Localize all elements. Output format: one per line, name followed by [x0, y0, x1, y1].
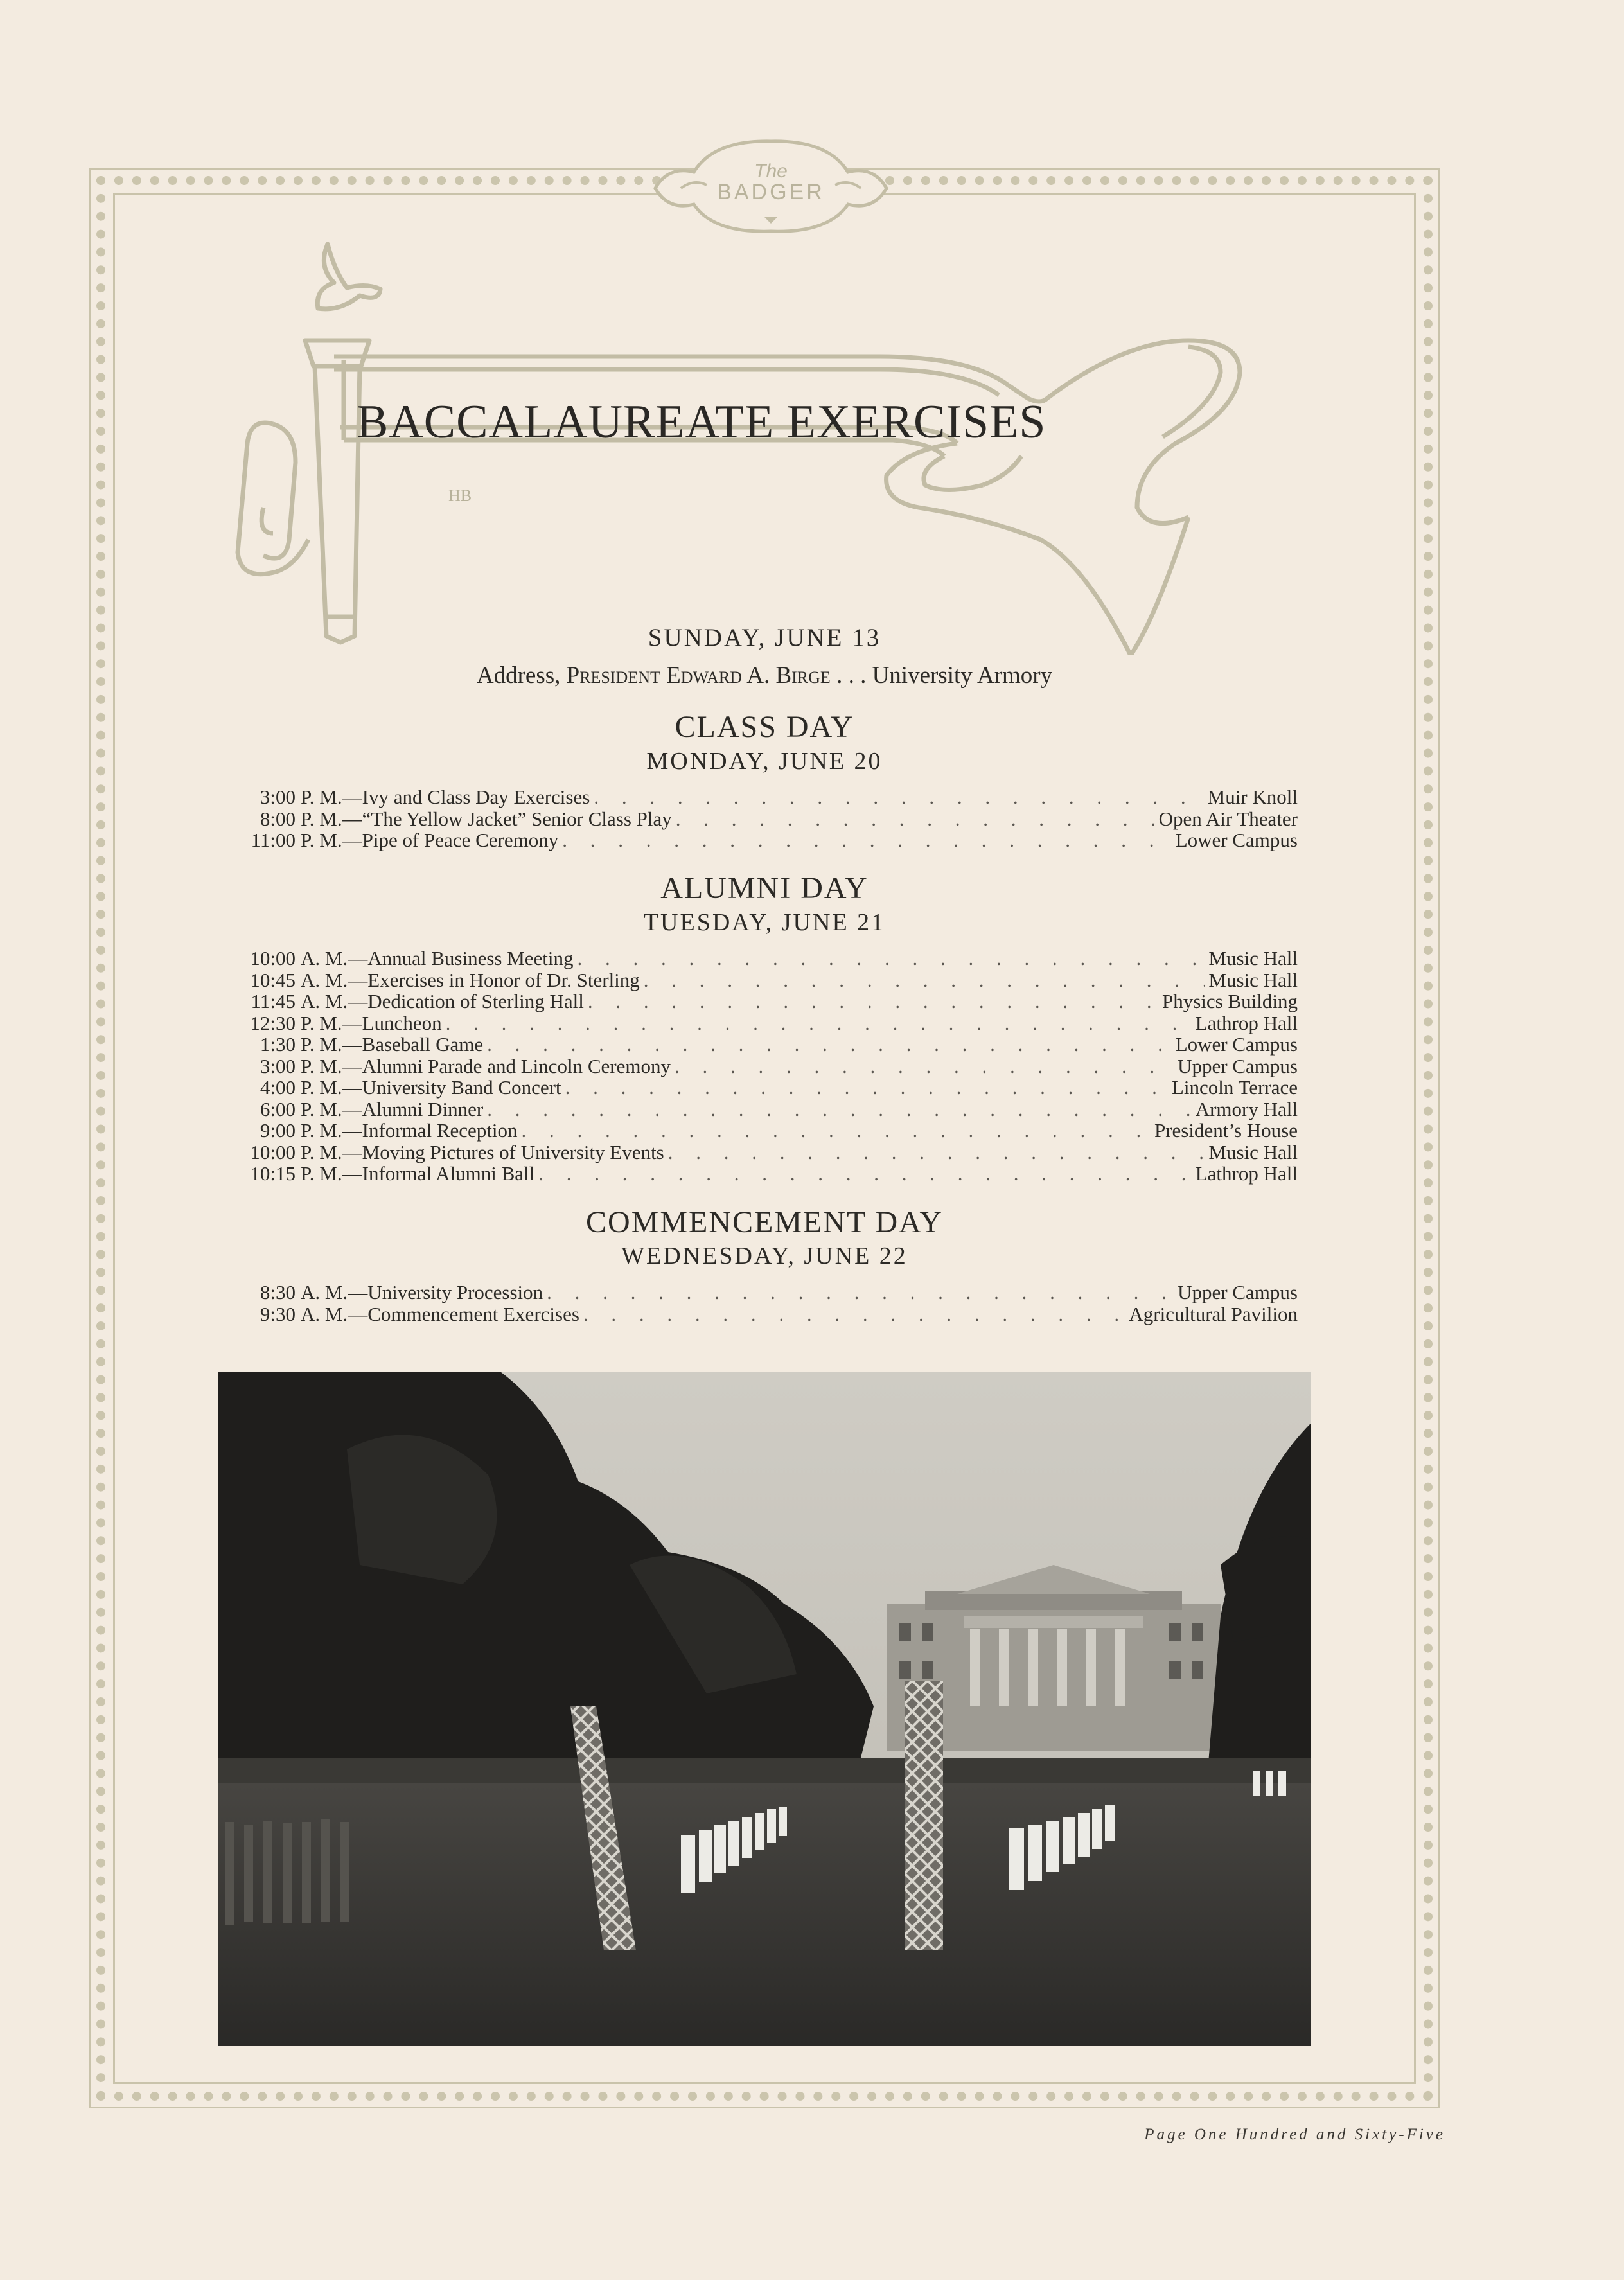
event-ampm: P. M.	[301, 1162, 342, 1185]
address-dots: . . .	[836, 662, 867, 689]
class-day-heading: CLASS DAY	[675, 710, 854, 744]
event-place: Lower Campus	[1175, 1033, 1298, 1056]
event-place: Upper Campus	[1178, 1054, 1298, 1077]
event-name: —Informal Alumni Ball	[342, 1162, 535, 1185]
event-name: —Dedication of Sterling Hall	[348, 990, 584, 1012]
address-place: University Armory	[872, 662, 1053, 689]
schedule-row	[218, 1099, 1298, 1120]
event-ampm: A. M.	[301, 990, 348, 1012]
schedule-row	[218, 1142, 1298, 1163]
event-time: 3:00	[260, 1054, 296, 1077]
event-ampm: P. M.	[301, 1076, 342, 1099]
schedule-row	[218, 1303, 1298, 1325]
schedule-row	[218, 1034, 1298, 1056]
alumni-day-schedule	[218, 948, 1298, 1185]
schedule-row	[218, 808, 1298, 830]
event-ampm: A. M.	[301, 968, 348, 991]
event-time: 10:45	[250, 968, 296, 991]
dot-leader	[562, 829, 1171, 851]
event-place: President’s House	[1154, 1119, 1298, 1142]
commencement-day-schedule	[218, 1282, 1298, 1325]
page-number-footer: Page One Hundred and Sixty-Five	[1144, 2126, 1445, 2143]
alumni-day-heading: ALUMNI DAY	[660, 871, 869, 905]
event-time: 8:30	[260, 1281, 296, 1303]
event-time: 11:45	[251, 990, 296, 1012]
event-ampm: P. M.	[301, 1011, 342, 1034]
event-place: Music Hall	[1208, 947, 1298, 969]
event-ampm: A. M.	[301, 947, 348, 969]
schedule-row	[218, 969, 1298, 991]
event-name: —Informal Reception	[342, 1119, 518, 1142]
schedule-row	[218, 948, 1298, 969]
dot-leader	[676, 808, 1155, 830]
dot-leader	[644, 969, 1205, 991]
event-ampm: P. M.	[301, 807, 342, 830]
event-place: Agricultural Pavilion	[1129, 1302, 1298, 1325]
event-place: Muir Knoll	[1207, 786, 1298, 808]
event-name: —Luncheon	[342, 1011, 442, 1034]
event-place: Music Hall	[1208, 968, 1298, 991]
event-ampm: A. M.	[301, 1281, 348, 1303]
event-time: 10:15	[250, 1162, 296, 1185]
event-place: Lathrop Hall	[1195, 1162, 1298, 1185]
schedule-row	[218, 1163, 1298, 1185]
event-name: —“The Yellow Jacket” Senior Class Play	[342, 807, 672, 830]
event-name: —Annual Business Meeting	[348, 947, 574, 969]
event-name: —Moving Pictures of University Events	[342, 1140, 664, 1163]
cartouche-script: The	[754, 161, 788, 182]
event-ampm: P. M.	[301, 829, 342, 851]
page-title: BACCALAUREATE EXERCISES	[357, 396, 1046, 448]
event-time: 9:00	[260, 1119, 296, 1142]
dot-leader	[583, 1303, 1125, 1325]
event-name: —Alumni Parade and Lincoln Ceremony	[342, 1054, 671, 1077]
schedule-row	[218, 1012, 1298, 1034]
schedule-row	[218, 1120, 1298, 1142]
dot-leader	[446, 1012, 1192, 1034]
event-name: —Pipe of Peace Ceremony	[342, 829, 559, 851]
schedule-row	[218, 1056, 1298, 1077]
event-time: 9:30	[260, 1302, 296, 1325]
event-ampm: P. M.	[301, 786, 342, 808]
cartouche-name: BADGER	[717, 180, 825, 204]
dot-leader	[578, 948, 1205, 969]
event-time: 12:30	[250, 1011, 296, 1034]
event-place: Upper Campus	[1178, 1281, 1298, 1303]
dot-leader	[675, 1056, 1174, 1077]
dot-leader	[547, 1282, 1174, 1303]
schedule-row	[218, 829, 1298, 851]
dot-leader	[538, 1163, 1191, 1185]
campus-ceremony-photo	[218, 1372, 1311, 2046]
dot-leader	[487, 1034, 1172, 1056]
sunday-date: SUNDAY, JUNE 13	[648, 624, 881, 651]
alumni-day-date: TUESDAY, JUNE 21	[643, 909, 886, 936]
event-time: 10:00	[250, 947, 296, 969]
dot-leader	[668, 1142, 1205, 1163]
event-time: 6:00	[260, 1097, 296, 1120]
event-time: 3:00	[260, 786, 296, 808]
class-day-date: MONDAY, JUNE 20	[646, 748, 883, 775]
event-place: Armory Hall	[1195, 1097, 1298, 1120]
event-place: Lathrop Hall	[1195, 1011, 1298, 1034]
event-name: —University Band Concert	[342, 1076, 561, 1099]
schedule-row	[218, 991, 1298, 1012]
artist-monogram: HB	[448, 486, 472, 505]
schedule-row	[218, 786, 1298, 808]
event-name: —Exercises in Honor of Dr. Sterling	[348, 968, 640, 991]
address-speaker: President Edward A. Birge	[566, 662, 831, 689]
event-name: —Alumni Dinner	[342, 1097, 484, 1120]
schedule-row	[218, 1282, 1298, 1303]
event-ampm: P. M.	[301, 1033, 342, 1056]
commencement-day-heading: COMMENCEMENT DAY	[585, 1205, 944, 1239]
schedule-row	[218, 1077, 1298, 1099]
event-name: —Ivy and Class Day Exercises	[342, 786, 590, 808]
event-time: 11:00	[251, 829, 296, 851]
address-lead: Address,	[476, 662, 561, 689]
badger-cartouche-logo	[642, 127, 899, 236]
event-name: —Commencement Exercises	[348, 1302, 579, 1325]
event-name: —Baseball Game	[342, 1033, 484, 1056]
commencement-day-date: WEDNESDAY, JUNE 22	[621, 1242, 908, 1269]
event-time: 8:00	[260, 807, 296, 830]
event-ampm: P. M.	[301, 1140, 342, 1163]
dot-leader	[565, 1077, 1168, 1099]
event-time: 4:00	[260, 1076, 296, 1099]
sunday-address	[161, 662, 1368, 689]
event-ampm: P. M.	[301, 1054, 342, 1077]
event-place: Lower Campus	[1175, 829, 1298, 851]
event-ampm: P. M.	[301, 1119, 342, 1142]
dot-leader	[594, 786, 1203, 808]
dot-leader	[522, 1120, 1151, 1142]
event-ampm: P. M.	[301, 1097, 342, 1120]
event-time: 10:00	[250, 1140, 296, 1163]
event-place: Open Air Theater	[1158, 807, 1298, 830]
event-name: —University Procession	[348, 1281, 543, 1303]
event-time: 1:30	[260, 1033, 296, 1056]
event-place: Music Hall	[1208, 1140, 1298, 1163]
class-day-schedule	[218, 786, 1298, 851]
dot-leader	[487, 1099, 1192, 1120]
event-ampm: A. M.	[301, 1302, 348, 1325]
dot-leader	[588, 991, 1158, 1012]
event-place: Lincoln Terrace	[1171, 1076, 1298, 1099]
event-place: Physics Building	[1161, 990, 1298, 1012]
